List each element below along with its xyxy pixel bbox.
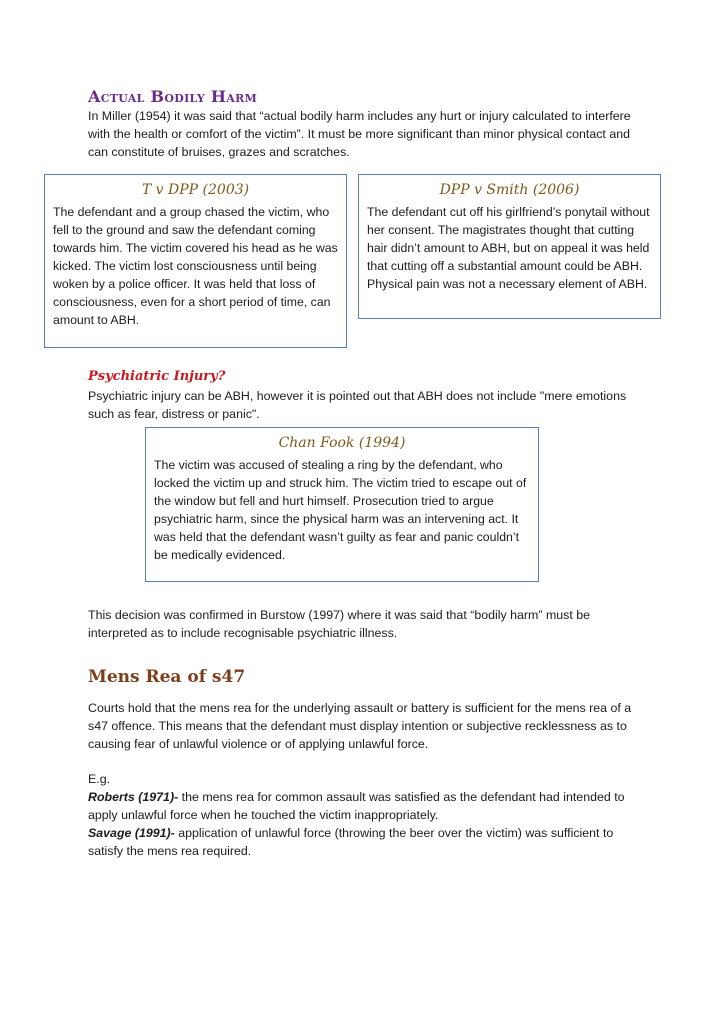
example-item — [88, 788, 648, 824]
examples-block — [88, 770, 648, 860]
case-title-dpp-v-smith: DPP v Smith (2006) — [439, 182, 580, 198]
case-box-chan-fook — [145, 427, 539, 582]
mens-rea-heading: Mens Rea of s47 — [88, 667, 246, 687]
example-text: the mens rea for common assault was satisfied as the defendant had intended to apply unlawful force when he touched the victim inappropriately. — [88, 790, 625, 822]
example-case-name: Savage (1991)- — [88, 826, 175, 840]
abh-heading: Actual Bodily Harm — [88, 87, 258, 106]
example-item — [88, 824, 648, 860]
case-box-t-v-dpp — [44, 174, 347, 348]
case-body-chan-fook: The victim was accused of stealing a ring by the defendant, who locked the victim up and struck him. The victim tried to escape out of the window but fell and hurt himself. Prosecution tried to argue psychiatric harm, since the physical harm was an intervening act. It was held that the defendant wasn’t guilty as fear and panic couldn’t be medically evidenced. — [154, 458, 527, 562]
psychiatric-injury-paragraph: Psychiatric injury can be ABH, however it is pointed out that ABH does not include "mere emotions such as fear, distress or panic". — [88, 389, 627, 421]
example-text: application of unlawful force (throwing the beer over the victim) was sufficient to satisfy the mens rea required. — [88, 826, 614, 858]
case-body-t-v-dpp: The defendant and a group chased the victim, who fell to the ground and saw the defendant coming towards him. The victim covered his head as he was kicked. The victim lost consciousness until being woken by a police officer. It was held that loss of consciousness, even for a short period of time, can amount to ABH. — [53, 205, 338, 327]
psychiatric-injury-heading: Psychiatric Injury? — [88, 369, 226, 384]
case-title-t-v-dpp: T v DPP (2003) — [141, 182, 250, 198]
abh-intro-paragraph: In Miller (1954) it was said that “actual bodily harm includes any hurt or injury calculated to interfere with the health or comfort of the victim”. It must be more significant than minor physical contact and can constitute of bruises, grazes and scratches. — [88, 109, 631, 159]
mens-rea-paragraph: Courts hold that the mens rea for the underlying assault or battery is sufficient for the mens rea of a s47 offence. This means that the defendant must display intention or subjective recklessness as to causing fear of unlawful violence or of applying unlawful force. — [88, 701, 632, 751]
example-case-name: Roberts (1971)- — [88, 790, 179, 804]
burstow-paragraph: This decision was confirmed in Burstow (1997) where it was said that “bodily harm” must be interpreted as to include recognisable psychiatric illness. — [88, 608, 591, 640]
case-box-dpp-v-smith — [358, 174, 661, 319]
examples-label: E.g. — [88, 772, 111, 786]
case-body-dpp-v-smith: The defendant cut off his girlfriend’s ponytail without her consent. The magistrates thought that cutting hair didn’t amount to ABH, but on appeal it was held that cutting off a substantial amount could be ABH. Physical pain was not a necessary element of ABH. — [367, 205, 650, 291]
case-title-chan-fook: Chan Fook (1994) — [278, 435, 406, 451]
